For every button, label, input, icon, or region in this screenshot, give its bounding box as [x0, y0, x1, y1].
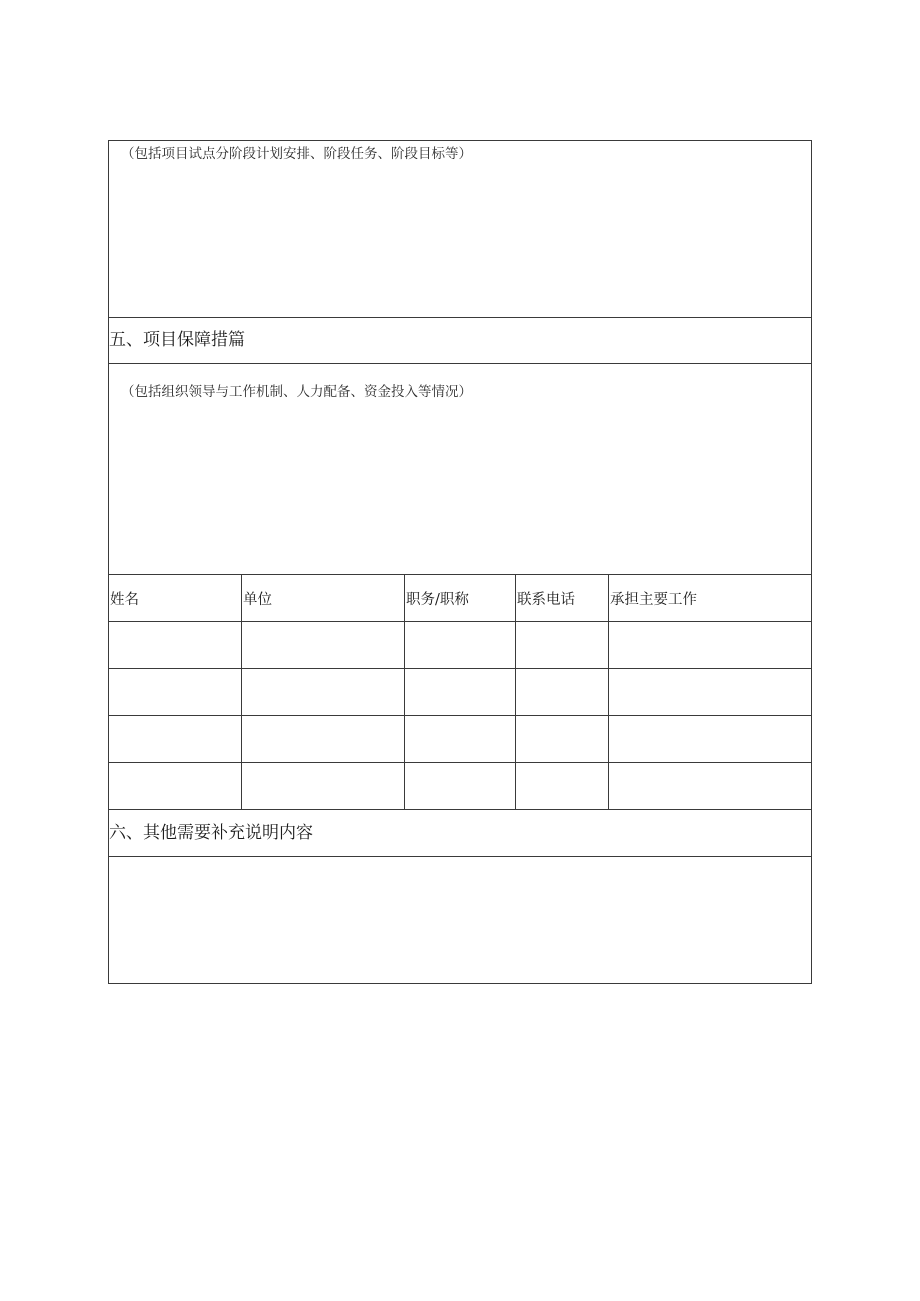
supplementary-notes-field[interactable] — [109, 857, 812, 984]
section5-heading-row — [109, 318, 812, 364]
phase-plan-note: （包括项目试点分阶段计划安排、阶段任务、阶段目标等） — [121, 146, 472, 162]
member-unit-cell[interactable] — [242, 716, 405, 763]
col-header-position: 职务/职称 — [405, 575, 516, 622]
phase-plan-row — [109, 141, 812, 318]
table-row — [109, 622, 812, 669]
section5-title: 五、项目保障措篇 — [109, 318, 812, 364]
safeguard-measures-note: （包括组织领导与工作机制、人力配备、资金投入等情况） — [121, 384, 472, 400]
table-row — [109, 763, 812, 810]
member-work-cell[interactable] — [609, 669, 812, 716]
section6-title: 六、其他需要补充说明内容 — [109, 810, 812, 857]
member-name-cell[interactable] — [109, 669, 242, 716]
member-position-cell[interactable] — [405, 763, 516, 810]
table-row — [109, 716, 812, 763]
col-header-name: 姓名 — [109, 575, 242, 622]
member-unit-cell[interactable] — [242, 669, 405, 716]
section6-heading-row — [109, 810, 812, 857]
member-unit-cell[interactable] — [242, 763, 405, 810]
member-name-cell[interactable] — [109, 763, 242, 810]
col-header-unit: 单位 — [242, 575, 405, 622]
member-phone-cell[interactable] — [516, 622, 609, 669]
member-position-cell[interactable] — [405, 622, 516, 669]
safeguard-measures-row — [109, 364, 812, 575]
application-form-table — [108, 140, 812, 984]
table-row — [109, 669, 812, 716]
phase-plan-field[interactable] — [109, 141, 812, 318]
col-header-phone: 联系电话 — [516, 575, 609, 622]
member-work-cell[interactable] — [609, 716, 812, 763]
member-name-cell[interactable] — [109, 622, 242, 669]
member-name-cell[interactable] — [109, 716, 242, 763]
member-work-cell[interactable] — [609, 622, 812, 669]
supplementary-notes-row — [109, 857, 812, 984]
members-header-row — [109, 575, 812, 622]
member-work-cell[interactable] — [609, 763, 812, 810]
col-header-main-work: 承担主要工作 — [609, 575, 812, 622]
member-position-cell[interactable] — [405, 716, 516, 763]
member-position-cell[interactable] — [405, 669, 516, 716]
member-phone-cell[interactable] — [516, 763, 609, 810]
member-phone-cell[interactable] — [516, 716, 609, 763]
safeguard-measures-field[interactable] — [109, 364, 812, 575]
member-unit-cell[interactable] — [242, 622, 405, 669]
member-phone-cell[interactable] — [516, 669, 609, 716]
